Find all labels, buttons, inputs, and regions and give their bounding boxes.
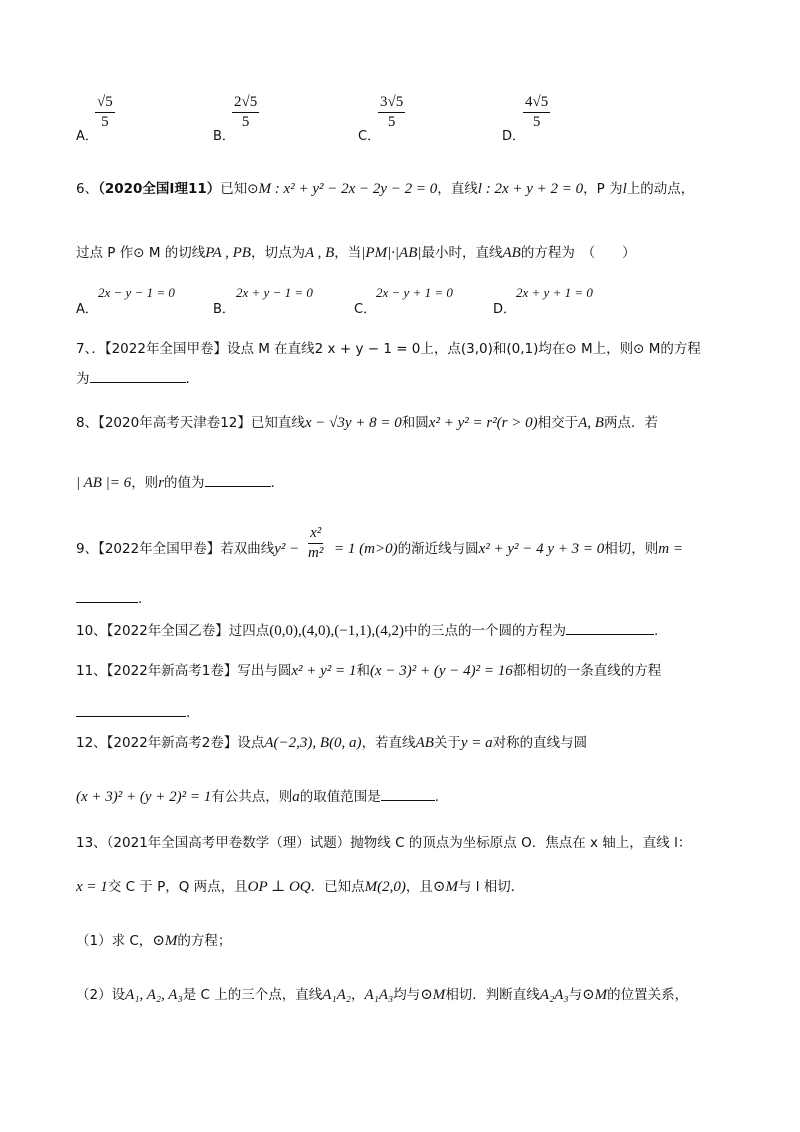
q6-option-b-text[interactable]: 2x + y − 1 = 0 [236,285,313,300]
answer-blank[interactable] [76,704,186,717]
q12-line-1 [76,734,587,752]
fraction-numerator: √5 [97,94,113,110]
period: . [653,623,659,639]
q6-option-c-text[interactable]: 2x − y + 1 = 0 [376,285,453,300]
text: 和圆 [401,415,429,431]
math-line-equation: x − √3y + 8 = 0 [304,415,402,431]
fraction-bar [378,112,405,113]
text: 交 C 于 P，Q 两点，且 [107,879,248,895]
math-circle-equation: M : x² + y² − 2x − 2y − 2 = 0 [258,181,438,197]
answer-blank[interactable] [381,788,435,801]
period: . [138,591,143,607]
math-circle: ⊙M [152,933,178,949]
period: . [434,789,440,805]
text: 都相切的一条直线的方程 [512,663,662,679]
answer-blank[interactable] [566,622,654,635]
text: 上的动点， [626,181,695,197]
text: 的位置关系， [607,987,689,1003]
text: 和 [356,663,370,679]
text: 对称的直线与圆 [492,735,588,751]
q13-line-1: 13、（2021年全国高考甲卷数学（理）试题）抛物线 C 的顶点为坐标原点 O．焦点在 x 轴上，直线 l： [76,835,692,851]
period: . [185,371,190,387]
math-line: A₁A₃ [364,987,394,1003]
text: 的值为 [164,475,205,491]
text: 为 [76,371,90,387]
fraction-bar [523,112,550,113]
q5-option-c-letter[interactable]: C． [358,129,381,144]
fraction-numerator: 3√5 [380,94,404,110]
math-hyperbola-rhs: = 1 (m>0) [334,541,398,557]
math-line: A₁A₂ [322,987,351,1003]
text: 过点 P 作⊙ M 的切线 [76,245,206,261]
q6-option-d-letter[interactable]: D． [493,302,517,317]
text: （1）求 C， [76,933,153,949]
q5-option-b-letter[interactable]: B． [213,129,235,144]
math-point: M(2,0) [364,879,406,895]
q6-line-1 [76,180,694,198]
q13-part-2 [76,986,688,1004]
fraction-denominator: 5 [241,114,250,130]
text: 均与 [393,987,421,1003]
q6-option-a-letter[interactable]: A． [76,302,98,317]
math-line: A₂A₃ [539,987,569,1003]
q5-option-a-letter[interactable]: A． [76,129,98,144]
period: . [270,475,275,491]
answer-blank[interactable] [76,590,138,603]
q6-option-a-text[interactable]: 2x − y − 1 = 0 [98,285,175,300]
math-circle: ⊙M [432,879,458,895]
question-source: （2020全国Ⅰ理11） [98,181,221,197]
math-symbol: r [158,475,165,491]
math-hyperbola-lead: y² − [274,541,300,557]
text: ，则 [131,475,159,491]
q9-line-2 [76,590,142,608]
text: ，直线 [437,181,478,197]
math-product: |PM|·|AB| [361,245,422,261]
fraction-denominator: m² [308,545,324,561]
text: 的渐近线与圆 [397,541,479,557]
q5-option-d-fraction [523,94,550,131]
q8-line-2 [76,474,275,492]
q12-line-2 [76,788,439,806]
text: 与 l 相切． [457,879,525,895]
math-circle-equation: x² + y² − 4 y + 3 = 0 [478,541,605,557]
question-number: 6、 [76,181,99,197]
text: ，且 [405,879,433,895]
math-axis: y = a [460,735,493,751]
math-line-equation: l : 2x + y + 2 = 0 [477,181,584,197]
text: 10、【2022年全国乙卷】过四点 [76,623,270,639]
math-circle-2: (x − 3)² + (y − 4)² = 16 [369,663,513,679]
text: 关于 [433,735,461,751]
math-tangents: PA , PB [205,245,251,261]
q13-line-2 [76,878,524,896]
text: ，P 为 [583,181,623,197]
q8-line-1 [76,414,658,432]
math-line-ab: AB [502,245,521,261]
q10-line [76,622,658,640]
fraction-numerator: x² [310,525,322,541]
text: 已知⊙ [220,181,259,197]
fraction-denominator: 5 [532,114,541,130]
fraction-denominator: 5 [387,114,396,130]
text: ．已知点 [310,879,365,895]
text: ，当 [334,245,362,261]
fraction-denominator: 5 [101,114,109,130]
text: ，若直线 [361,735,416,751]
text: 有公共点，则 [211,789,293,805]
math-symbol: l [622,181,627,197]
math-line-ab: AB [415,735,434,751]
text: 两点．若 [603,415,658,431]
q5-option-b-fraction [232,94,259,131]
math-points: A(−2,3), B(0, a) [264,735,362,751]
text: （2）设 [76,987,126,1003]
fraction-bar [232,112,259,113]
math-circle-1: x² + y² = 1 [291,663,357,679]
math-points: A , B [304,245,335,261]
text: 12、【2022年新高考2卷】设点 [76,735,265,751]
math-perpendicular: OP ⊥ OQ [247,879,311,895]
math-circle-equation: (x + 3)² + (y + 2)² = 1 [76,789,212,805]
text: ，切点为 [250,245,305,261]
q5-option-a-fraction [95,94,115,131]
text: 是 C 上的三个点，直线 [182,987,323,1003]
q9-fraction [308,525,323,562]
q13-part-1 [76,932,231,950]
fraction-numerator: 2√5 [234,94,258,110]
q11-line-2 [76,704,190,722]
text: 最小时，直线 [421,245,503,261]
text: 与 [568,987,583,1003]
text: 相交于 [537,415,579,431]
text: 中的三点的一个圆的方程为 [403,623,566,639]
math-circle: ⊙M [420,987,446,1003]
math-circle: ⊙M [582,987,608,1003]
math-length: | AB |= 6 [76,475,132,491]
q9-line-1-cont [334,540,683,558]
q6-option-d-text[interactable]: 2x + y + 1 = 0 [516,285,593,300]
q6-option-c-letter[interactable]: C． [354,302,377,317]
math-symbol: a [292,789,300,805]
math-line: x = 1 [76,879,108,895]
q5-option-c-fraction [378,94,405,131]
math-circle-equation: x² + y² = r²(r > 0) [428,415,538,431]
text: 相切．判断直线 [445,987,540,1003]
q9-line-1 [76,540,299,558]
q6-option-b-letter[interactable]: B． [213,302,235,317]
text: 的方程为 （ ） [520,245,636,261]
fraction-bar [308,543,323,544]
fraction-numerator: 4√5 [525,94,549,110]
answer-blank[interactable] [90,370,186,383]
math-points: A₁, A₂, A₃ [125,987,183,1003]
q5-option-d-letter[interactable]: D． [502,129,526,144]
fraction-bar [95,112,115,113]
text: 的方程； [177,933,232,949]
text: 相切，则 [604,541,659,557]
text: ， [350,987,365,1003]
q7-line-2 [76,370,190,388]
text: 的取值范围是 [299,789,381,805]
answer-blank[interactable] [205,474,271,487]
q7-line-1: 7、．【2022年全国甲卷】设点 M 在直线2 x + y − 1 = 0上，点(3,0)和(0,1)均在⊙ M上，则⊙ M的方程 [76,341,701,357]
q6-line-2 [76,244,636,262]
period: . [186,705,191,721]
math-m-equals: m = [658,541,684,557]
text: 11、【2022年新高考1卷】写出与圆 [76,663,292,679]
math-points: A, B [578,415,604,431]
text: 8、【2020年高考天津卷12】已知直线 [76,415,305,431]
q11-line-1 [76,662,661,680]
text: 9、【2022年全国甲卷】若双曲线 [76,541,275,557]
math-points: (0,0),(4,0),(−1,1),(4,2) [269,623,404,639]
